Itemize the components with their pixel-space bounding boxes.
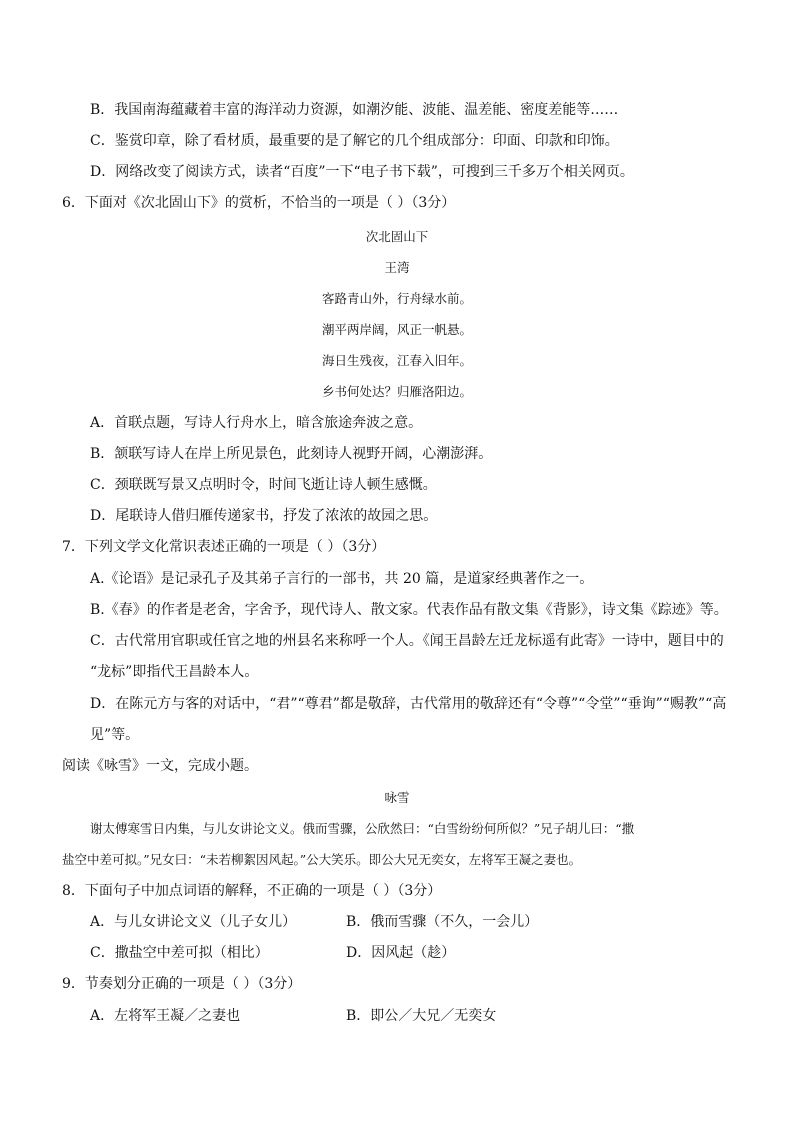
- poem-line: 客路青山外，行舟绿水前。: [321, 291, 472, 306]
- q7-stem: 7．下列文学文化常识表述正确的一项是（ ）（3分）: [62, 539, 386, 555]
- q5-option-d: D．网络改变了阅读方式，读者“百度”一下“电子书下载”，可搜到三千多万个相关网页。: [90, 164, 634, 180]
- poem-line: 海日生残夜，江春入旧年。: [321, 353, 472, 368]
- q5-option-c: C．鉴赏印章，除了看材质，最重要的是了解它的几个组成部分：印面、印款和印饰。: [90, 133, 619, 149]
- passage-title: 咏雪: [384, 790, 410, 805]
- q7-option-a: A.《论语》是记录孔子及其弟子言行的一部书，共 20 篇，是道家经典著作之一。: [90, 571, 594, 587]
- q6-option-a: A．首联点题，写诗人行舟水上，暗含旅途奔波之意。: [90, 415, 423, 431]
- q6-option-d: D．尾联诗人借归雁传递家书，抒发了浓浓的故园之思。: [90, 508, 438, 524]
- q8-option-b: B．俄而雪骤（不久，一会儿）: [346, 914, 539, 930]
- q8-option-c: C．撒盐空中差可拟（相比）: [90, 945, 269, 961]
- q9-option-b: B．即公／大兄／无奕女: [346, 1008, 497, 1024]
- poem-line: 潮平两岸阔，风正一帆悬。: [321, 322, 472, 337]
- poem-line: 乡书何处达？归雁洛阳边。: [321, 384, 472, 399]
- q9-stem: 9．节奏划分正确的一项是（ ）（3分）: [62, 976, 302, 992]
- poem-title: 次北固山下: [365, 229, 429, 244]
- q7-option-d: D．在陈元方与客的对话中，“君”“尊君”都是敬辞，古代常用的敬辞还有“令尊”“令堂”“垂询”“赐教”“高: [90, 696, 727, 712]
- q7-option-c: C．古代常用官职或任官之地的州县名来称呼一个人。《闻王昌龄左迁龙标遥有此寄》一诗中，题目中的: [90, 633, 724, 649]
- q8-option-a: A．与儿女讲论文义（儿子女儿）: [90, 914, 297, 930]
- q6-stem: 6．下面对《次北固山下》的赏析，不恰当的一项是（ ）（3分）: [62, 195, 456, 211]
- q8-stem: 8．下面句子中加点词语的解释，不正确的一项是（ ）（3分）: [62, 883, 442, 899]
- q6-option-c: C．颈联既写景又点明时令，时间飞逝让诗人顿生感慨。: [90, 477, 437, 493]
- passage-line: 谢太傅寒雪日内集，与儿女讲论文义。俄而雪骤，公欣然曰：“白雪纷纷何所似？”兄子胡儿曰：“撒: [90, 821, 635, 836]
- reading-intro: 阅读《咏雪》一文，完成小题。: [62, 758, 258, 774]
- q7-option-d-cont: 见”等。: [90, 727, 140, 743]
- passage-line: 盐空中差可拟。”兄女曰：“未若柳絮因风起。”公大笑乐。即公大兄无奕女，左将军王凝之妻也。: [62, 852, 582, 867]
- q8-option-d: D．因风起（趁）: [346, 945, 456, 961]
- poem-author: 王湾: [384, 260, 410, 275]
- q7-option-c-cont: “龙标”即指代王昌龄本人。: [90, 664, 259, 680]
- q7-option-b: B.《春》的作者是老舍，字舍予，现代诗人、散文家。代表作品有散文集《背影》，诗文集《踪迹》等。: [90, 602, 728, 618]
- q5-option-b: B．我国南海蕴藏着丰富的海洋动力资源，如潮汐能、波能、温差能、密度差能等……: [90, 102, 619, 118]
- q9-option-a: A．左将军王凝／之妻也: [90, 1008, 241, 1024]
- q6-option-b: B．颔联写诗人在岸上所见景色，此刻诗人视野开阔，心潮澎湃。: [90, 446, 493, 462]
